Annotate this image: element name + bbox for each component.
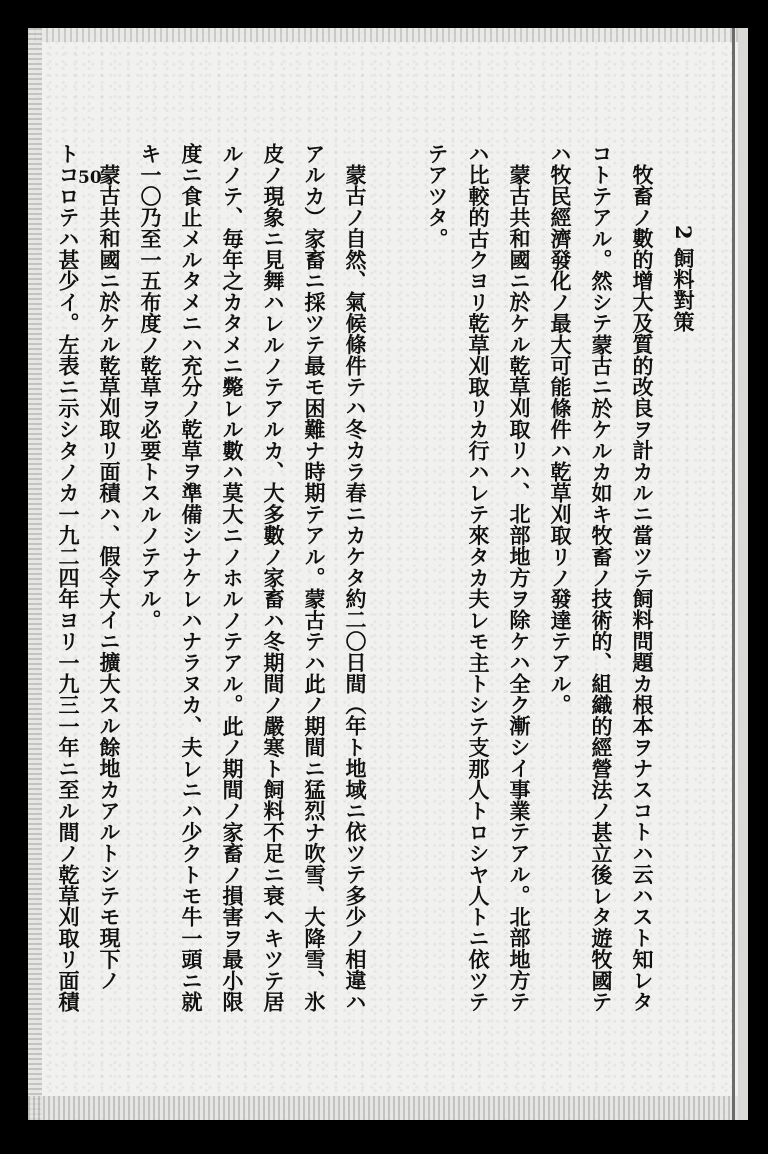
page-fold-line: [732, 28, 735, 1120]
text-line: コトテアル。然シテ蒙古ニ於ケルカ如キ牧畜ノ技術的、組織的經營法ノ甚立後レタ遊牧國テ: [589, 143, 614, 1013]
page-edge-right: [738, 28, 748, 1120]
text-line: トコロテハ甚少イ。左表ニ示シタノカ一九二四年ヨリ一九三一年ニ至ル間ノ乾草刈取リ面積: [56, 143, 81, 1013]
page-edge-left: [28, 28, 42, 1120]
text-line: テアツタ。: [425, 143, 450, 249]
page-edge-bottom: [28, 1096, 748, 1120]
scanned-book-page: [28, 28, 748, 1120]
text-line: ハ比較的古クヨリ乾草刈取リカ行ハレテ來タカ夫レモ主トシテ支那人トロシヤ人トニ依ツテ: [466, 143, 491, 1013]
text-line: ルノテ、毎年之カタメニ斃レル數ハ莫大ニノホルノテアル。此ノ期間ノ家畜ノ損害ヲ最小限: [220, 143, 245, 1013]
text-line: キ一〇乃至一五布度ノ乾草ヲ必要トスルノテアル。: [138, 143, 163, 631]
text-line: アルカ）家畜ニ採ツテ最モ困難ナ時期テアル。蒙古テハ此ノ期間ニ猛烈ナ吹雪、大降雪、氷: [302, 143, 327, 1013]
text-line: 蒙古共和國ニ於ケル乾草刈取リ面積ハ、假令大イニ擴大スル餘地カアルトシテモ現下ノ: [97, 164, 122, 991]
text-line: 蒙古ノ自然、氣候條件テハ冬カラ春ニカケタ約二〇日間（年ト地域ニ依ツテ多少ノ相違ハ: [343, 164, 368, 1012]
page-edge-top: [28, 28, 748, 42]
text-line: 度ニ食止メルタメニハ充分ノ乾草ヲ準備シナケレハナラヌカ、夫レニハ少クトモ牛一頭ニ就: [179, 143, 204, 1013]
section-heading: 2 飼料對策: [671, 225, 696, 333]
text-line: 牧畜ノ數的增大及質的改良ヲ計カルニ當ツテ飼料問題カ根本ヲナスコトハ云ハスト知レタ: [630, 164, 655, 1012]
page-number: 50: [78, 168, 102, 188]
text-line: ハ牧民經濟發化ノ最大可能條件ハ乾草刈取リノ發達テアル。: [548, 143, 573, 716]
vertical-text-body: [48, 143, 704, 1083]
text-line: 蒙古共和國ニ於ケル乾草刈取リハ、北部地方ヲ除ケハ全ク漸シイ事業テアル。北部地方テ: [507, 164, 532, 1012]
text-line: 皮ノ現象ニ見舞ハレルノテアルカ、大多數ノ家畜ハ冬期間ノ嚴寒ト飼料不足ニ衰ヘキツテ居: [261, 143, 286, 1013]
